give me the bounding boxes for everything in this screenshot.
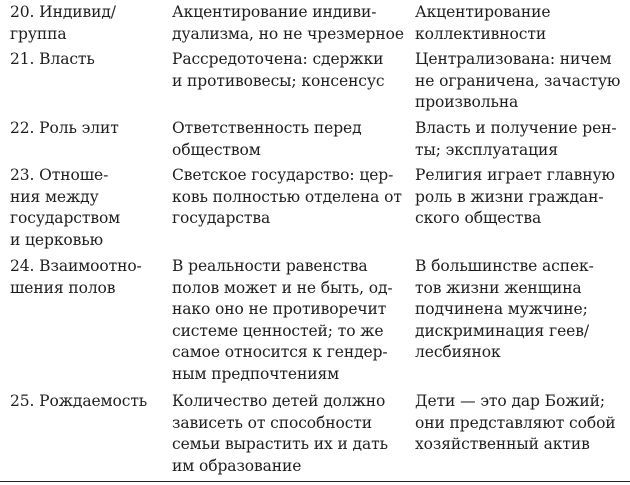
- low-value-cell: Светское государство: цер- ковь полностью отделена от государства: [172, 166, 402, 227]
- high-value-cell: Акцентирование коллективности: [415, 3, 551, 43]
- feature-cell: 22. Роль элит: [10, 119, 119, 137]
- high-value-cell: Религия играет главную роль в жизни граждан- ского общества: [415, 166, 615, 227]
- low-value-cell: Ответственность перед обществом: [172, 119, 362, 159]
- high-value-cell: Власть и получение рен- ты; эксплуатация: [415, 119, 617, 159]
- low-value-cell: Количество детей должно зависеть от способности семьи вырастить их и дать им образование: [172, 392, 388, 475]
- feature-cell: 23. Отноше- ния между государством и церковью: [10, 166, 121, 249]
- low-value-cell: Акцентирование индиви- дуализма, но не чрезмерное: [172, 3, 404, 43]
- high-value-cell: Централизована: ничем не ограничена, зачастую произвольна: [415, 50, 621, 111]
- feature-cell: 24. Взаимоотно- шения полов: [10, 257, 142, 297]
- high-value-cell: В большинстве аспек- тов жизни женщина подчинена мужчине; дискриминация геев/ лесбиянок: [415, 257, 594, 361]
- high-value-cell: Дети — это дар Божий; они представляют собой хозяйственный актив: [415, 392, 616, 453]
- table-bottom-rule: [0, 481, 630, 482]
- feature-cell: 20. Индивид/ группа: [10, 3, 116, 43]
- feature-cell: 25. Рождаемость: [10, 392, 148, 410]
- low-value-cell: Рассредоточена: сдержки и противовесы; консенсус: [172, 50, 385, 90]
- low-value-cell: В реальности равенства полов может и не быть, од- нако оно не противоречит системе ценностей; то же самое относится к гендер- ным предпочтениям: [172, 257, 393, 383]
- feature-cell: 21. Власть: [10, 50, 95, 68]
